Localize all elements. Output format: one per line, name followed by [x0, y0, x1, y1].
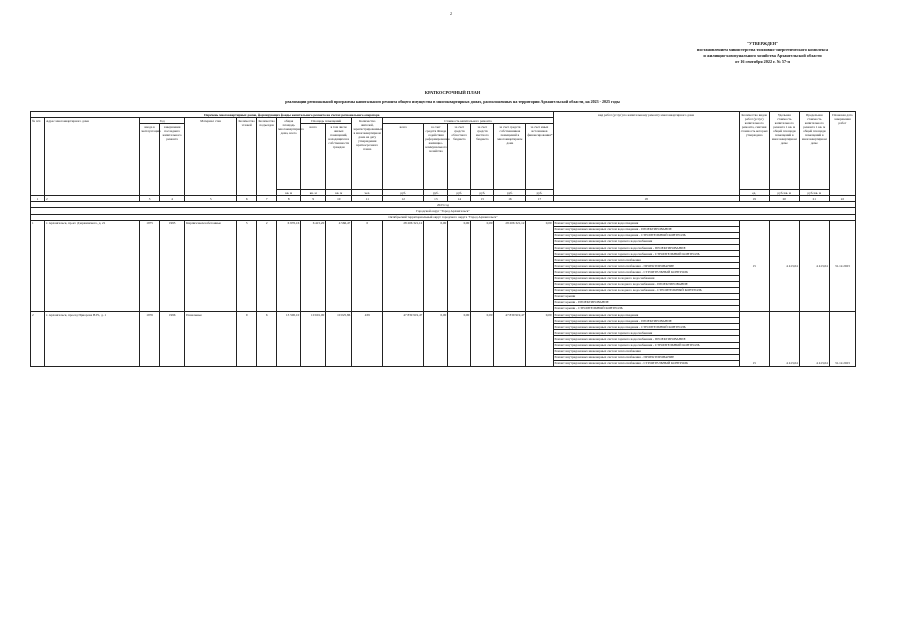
row-address: г. Архангельск, проезд Приорова Н.Н., д. 1 — [45, 312, 140, 367]
header-max-cost: Предельная стоимость капитального ремонта 1 кв. м общей площади помещений в многоквартирном доме — [799, 112, 829, 190]
row-num: 1 — [31, 220, 45, 311]
column-number: 1 — [31, 196, 45, 202]
row-unit-cost: 4 413,04 — [769, 220, 799, 311]
work-item: Ремонт крыши - СТРОИТЕЛЬНЫЙ КОНТРОЛЬ — [554, 306, 623, 311]
work-item: Ремонт внутридомовых инженерных систем горячего водоснабжения - ПРОЕКТИРОВАНИЕ — [554, 245, 739, 251]
header-work-count: Количество видов работ (услуг) капитального ремонта, сметная стоимость которых утверждена — [739, 112, 769, 190]
column-number: 17 — [526, 196, 553, 202]
document-title: КРАТКОСРОЧНЫЙ ПЛАН — [424, 90, 481, 95]
header-year-completed: завершения последнего капитального ремонта — [160, 124, 185, 196]
row-year-built: 1976 — [140, 312, 160, 367]
header-cost: Стоимость капитального ремонта — [383, 118, 553, 124]
work-item: Ремонт внутридомовых инженерных систем водоотведения - СТРОИТЕЛЬНЫЙ КОНТРОЛЬ — [554, 324, 739, 330]
column-number: 5 — [185, 196, 237, 202]
row-total-area: 13 500,10 — [277, 312, 301, 367]
work-item: Ремонт внутридомовых инженерных систем горячего водоснабжения - ПРОЕКТИРОВАНИЕ — [554, 336, 739, 342]
work-item: Ремонт крыши - ПРОЕКТИРОВАНИЕ — [554, 300, 739, 306]
row-entrances: 2 — [257, 220, 277, 311]
column-number: 13 — [424, 196, 448, 202]
approval-block — [650, 41, 875, 65]
unit-max-cost: руб./кв. м — [799, 190, 829, 196]
work-item: Ремонт внутридомовых инженерных систем водоотведения - ПРОЕКТИРОВАНИЕ — [554, 227, 739, 233]
unit-cost-total: руб. — [383, 190, 424, 196]
work-item: Ремонт внутридомовых инженерных систем водоотведения - СТРОИТЕЛЬНЫЙ КОНТРОЛЬ — [554, 233, 739, 239]
column-number: 22 — [829, 196, 855, 202]
work-item: Ремонт внутридомовых инженерных систем горячего водоснабжения — [554, 330, 739, 336]
approval-line-3: от 16 сентября 2022 г. № 57-п — [735, 59, 790, 64]
unit-premises-residential: кв. м — [326, 190, 352, 196]
work-item: Ремонт внутридомовых инженерных систем горячего водоснабжения — [554, 239, 739, 245]
table-row — [31, 312, 856, 367]
column-number: 11 — [352, 196, 383, 202]
row-num: 2 — [31, 312, 45, 367]
row-cost-local: 0,00 — [471, 220, 494, 311]
row-works — [553, 220, 739, 311]
row-cost-other: 0,00 — [526, 220, 553, 311]
row-cost-local: 0,00 — [471, 312, 494, 367]
column-number: 3 — [140, 196, 160, 202]
row-premises-total: 6 415,20 — [301, 220, 326, 311]
header-entrances: Количество подъездов — [257, 118, 277, 196]
work-item: Ремонт внутридомовых инженерных систем горячего водоснабжения - СТРОИТЕЛЬНЫЙ КОНТРОЛЬ — [554, 343, 739, 349]
unit-cost-owners: руб. — [494, 190, 526, 196]
row-year-completed: 1995 — [160, 220, 185, 311]
row-entrances: 6 — [257, 312, 277, 367]
row-premises-residential: 4 566,47 — [326, 220, 352, 311]
row-works — [553, 312, 739, 367]
territory-row: Октябрьский территориальный округ городского округа "Город Архангельск" — [31, 214, 856, 220]
column-number: 12 — [383, 196, 424, 202]
row-material: Кирпич/железобетонные — [185, 220, 237, 311]
header-address: Адрес многоквартирного дома — [45, 118, 140, 196]
row-premises-residential: 10 025,86 — [326, 312, 352, 367]
row-cost-region: 0,00 — [448, 220, 471, 311]
row-cost-total: 28 206 321,12 — [383, 220, 424, 311]
row-cost-other: 0,00 — [526, 312, 553, 367]
table-row — [31, 220, 856, 311]
header-year-built: ввода в эксплуатацию — [140, 124, 160, 196]
header-cost-fund: за счет средств Фонда содействия реформированию жилищно-коммунального хозяйства — [424, 124, 448, 190]
column-number: 9 — [301, 196, 326, 202]
header-year: Год — [140, 118, 185, 124]
work-item: Ремонт внутридомовых инженерных систем теплоснабжения — [554, 349, 739, 355]
column-number: 7 — [257, 196, 277, 202]
column-number: 8 — [277, 196, 301, 202]
year-row: 2023 год — [31, 202, 856, 208]
column-number: 2 — [45, 196, 140, 202]
work-item: Ремонт внутридомовых инженерных систем теплоснабжения — [554, 257, 739, 263]
document-subtitle: реализации региональной программы капитального ремонта общего имущества в многоквартирных домах, расположенных на территории Архангельской области, на 2023 - 2025 годы — [285, 99, 620, 104]
work-item: Ремонт внутридомовых инженерных систем холодного водоснабжения — [554, 276, 739, 282]
header-premises-residential: в том числе жилых помещений, находящихся в собственности граждан — [326, 124, 352, 190]
unit-work-count: ед. — [739, 190, 769, 196]
row-work-count: 15 — [739, 312, 769, 367]
district-row: Городской округ "Город Архангельск" — [31, 208, 856, 214]
row-work-count: 15 — [739, 220, 769, 311]
column-number: 16 — [494, 196, 526, 202]
header-cost-other: за счет иных источников финансирования* — [526, 124, 553, 190]
header-cost-owners: за счет средств собственников помещений в многоквартирном доме — [494, 124, 526, 190]
row-total-area: 6 970,16 — [277, 220, 301, 311]
header-premises-total: всего — [301, 124, 326, 190]
work-item: Ремонт внутридомовых инженерных систем горячего водоснабжения - СТРОИТЕЛЬНЫЙ КОНТРОЛЬ — [554, 251, 739, 257]
header-total-area: общая площадь многоквартирного дома, всего — [277, 118, 301, 190]
unit-unit-cost: руб./кв. м — [769, 190, 799, 196]
row-completion: 31.12.2023 — [829, 220, 855, 311]
work-item: Ремонт внутридомовых инженерных систем теплоснабжения - СТРОИТЕЛЬНЫЙ КОНТРОЛЬ — [554, 269, 739, 275]
page-number: 2 — [450, 11, 452, 16]
column-number: 21 — [799, 196, 829, 202]
unit-premises-total: кв. м — [301, 190, 326, 196]
header-residents: Количество жителей, зарегистрированных в многоквартирном доме на дату утверждения краткосрочного плана — [352, 118, 383, 190]
header-cost-local: за счет средств местного бюджета — [471, 124, 494, 190]
row-floors: 5 — [237, 220, 257, 311]
header-completion: Плановая дата завершения работ — [829, 112, 855, 196]
work-item: Ремонт внутридомовых инженерных систем теплоснабжения - СТРОИТЕЛЬНЫЙ КОНТРОЛЬ — [554, 361, 689, 366]
row-max-cost: 4 413,04 — [799, 220, 829, 311]
header-floors: Количество этажей — [237, 118, 257, 196]
plan-table — [30, 111, 856, 367]
row-residents: 439 — [352, 312, 383, 367]
header-num: № п/п — [31, 118, 45, 196]
row-unit-cost: 4 413,04 — [769, 312, 799, 367]
approval-line-2: и жилищно-коммунального хозяйства Архангельской области — [703, 53, 822, 58]
work-item: Ремонт внутридомовых инженерных систем водоотведения — [554, 221, 739, 227]
work-item: Ремонт внутридомовых инженерных систем холодного водоснабжения - ПРОЕКТИРОВАНИЕ — [554, 282, 739, 288]
row-year-built: 1975 — [140, 220, 160, 311]
work-item: Ремонт внутридомовых инженерных систем водоотведения - ПРОЕКТИРОВАНИЕ — [554, 318, 739, 324]
row-cost-owners: 47 839 919,47 — [494, 312, 526, 367]
work-item: Ремонт крыши — [554, 294, 739, 300]
column-number: 10 — [326, 196, 352, 202]
row-floors: 9 — [237, 312, 257, 367]
header-material: Материал стен — [185, 118, 237, 196]
unit-cost-local: руб. — [471, 190, 494, 196]
work-item: Ремонт внутридомовых инженерных систем теплоснабжения - ПРОЕКТИРОВАНИЕ — [554, 355, 739, 361]
row-cost-region: 0,00 — [448, 312, 471, 367]
column-number: 15 — [471, 196, 494, 202]
unit-cost-fund: руб. — [424, 190, 448, 196]
column-number: 19 — [739, 196, 769, 202]
header-works: вид работ (услуг) по капитальному ремонту многоквартирного дома — [553, 112, 739, 196]
row-cost-total: 47 839 919,47 — [383, 312, 424, 367]
row-premises-total: 10 601,00 — [301, 312, 326, 367]
column-number: 14 — [448, 196, 471, 202]
approval-heading: "УТВЕРЖДЕН" — [746, 41, 779, 46]
row-address: г. Архангельск, пр-кт. Дзержинского, д. 21 — [45, 220, 140, 311]
row-completion: 31.12.2023 — [829, 312, 855, 367]
column-number: 20 — [769, 196, 799, 202]
unit-cost-other: руб. — [526, 190, 553, 196]
row-max-cost: 4 413,04 — [799, 312, 829, 367]
row-cost-owners: 28 206 321,12 — [494, 220, 526, 311]
header-cost-region: за счет средств областного бюджета — [448, 124, 471, 190]
work-item: Ремонт внутридомовых инженерных систем теплоснабжения - ПРОЕКТИРОВАНИЕ — [554, 263, 739, 269]
header-cost-total: всего — [383, 124, 424, 190]
row-residents: 0 — [352, 220, 383, 311]
row-cost-fund: 0,00 — [424, 220, 448, 311]
column-number: 18 — [553, 196, 739, 202]
header-unit-cost: Удельная стоимость капитального ремонта 1 кв. м общей площади помещений в многоквартирном доме — [769, 112, 799, 190]
column-number: 4 — [160, 196, 185, 202]
header-premises: Площадь помещений — [301, 118, 352, 124]
work-item: Ремонт внутридомовых инженерных систем холодного водоснабжения - СТРОИТЕЛЬНЫЙ КОНТРОЛЬ — [554, 288, 739, 294]
column-number: 6 — [237, 196, 257, 202]
row-cost-fund: 0,00 — [424, 312, 448, 367]
unit-total-area: кв. м — [277, 190, 301, 196]
row-material: Панельные — [185, 312, 237, 367]
unit-residents: чел. — [352, 190, 383, 196]
row-year-completed: 1996 — [160, 312, 185, 367]
approval-line-1: постановлением министерства топливно-энергетического комплекса — [696, 47, 829, 52]
group-header: Перечень многоквартирных домов, формирующих фонды капитального ремонта на счетах регионального оператора — [31, 112, 554, 118]
work-item: Ремонт внутридомовых инженерных систем водоотведения — [554, 312, 739, 318]
unit-cost-region: руб. — [448, 190, 471, 196]
